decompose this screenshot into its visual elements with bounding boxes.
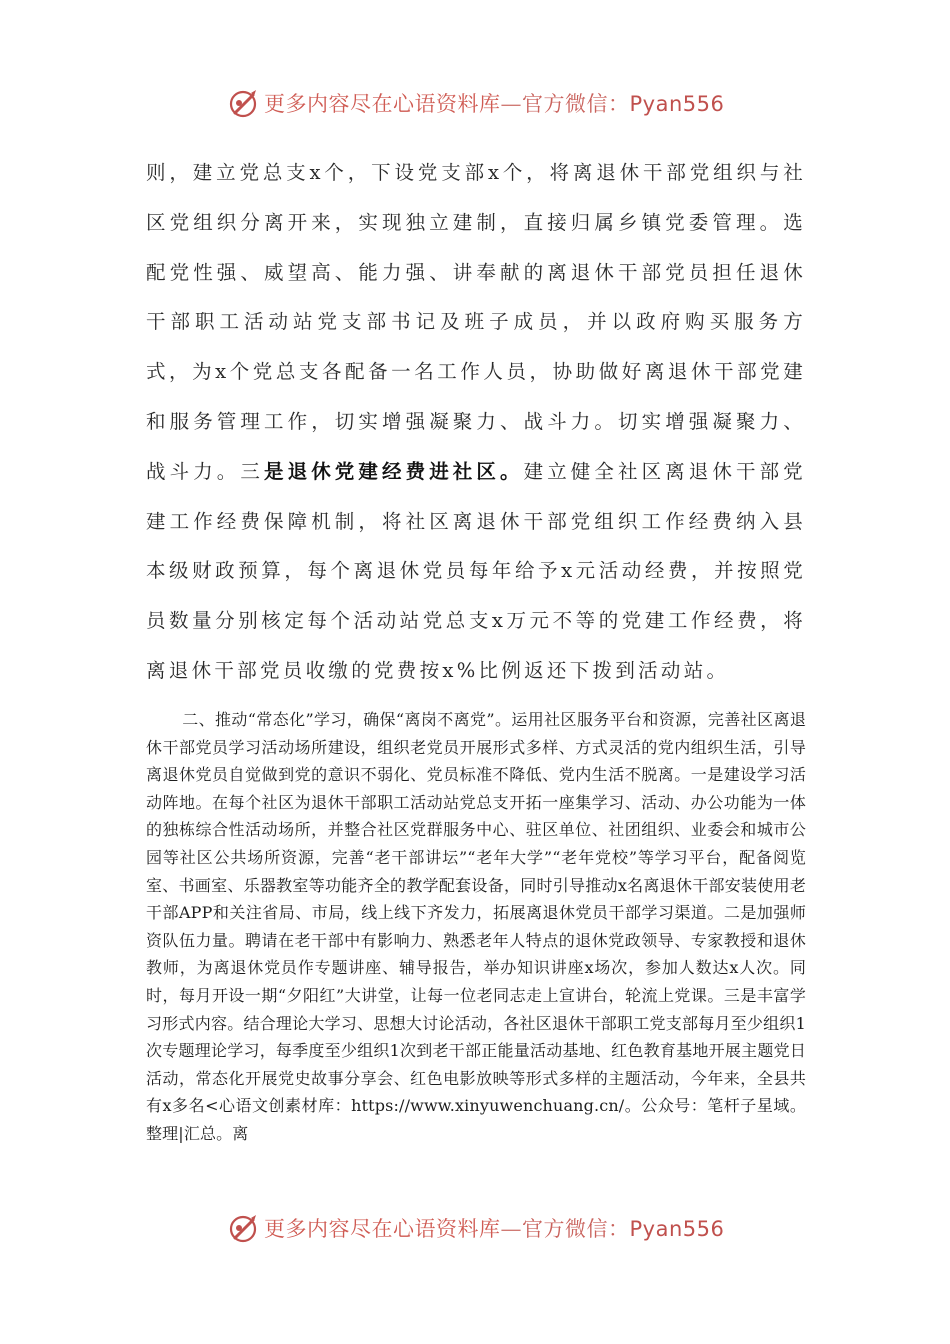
watermark-dash: — xyxy=(500,1217,522,1241)
watermark-wechat-label: 官方微信： xyxy=(522,92,630,116)
watermark-dash: — xyxy=(500,92,522,116)
watermark-site: 更多内容尽在心语资料库 xyxy=(264,92,501,116)
watermark-wechat-id: Pyan556 xyxy=(629,1217,725,1241)
para2-text: 二、推动“常态化”学习，确保“离岗不离党”。运用社区服务平台和资源，完善社区离退休干部党员学习活动场所建设，组织老党员开展形式多样、方式灵活的党内组织生活，引导离退休党员自觉做到党的意识不弱化、党员标准不降低、党内生活不脱离。一是建设学习活动阵地。在每个社区为退休干部职工活动站党总支开拓一座集学习、活动、办公功能为一体的独栋综合性活动场所，并整合社区党群服务中心、驻区单位、社团组织、业委会和城市公园等社区公共场所资源，完善“老干部讲坛”“老年大学”“老年党校”等学习平台，配备阅览室、书画室、乐器教室等功能齐全的教学配套设备，同时引导推动x名离退休干部安装使用老干部APP和关注省局、市局，线上线下齐发力，拓展离退休党员干部学习渠道。二是加强师资队伍力量。聘请在老干部中有影响力、熟悉老年人特点的退休党政领导、专家教授和退休教师，为离退休党员作专题讲座、辅导报告，举办知识讲座x场次，参加人数达x人次。同时，每月开设一期“夕阳红”大讲堂，让每一位老同志走上宣讲台，轮流上党课。三是丰富学习形式内容。结合理论大学习、思想大讨论活动，各社区退休干部职工党支部每月至少组织1次专题理论学习，每季度至少组织1次到老干部正能量活动基地、红色教育基地开展主题党日活动，常态化开展党史故事分享会、红色电影放映等形式多样的主题活动，今年来，全县共有x多名<心语文创素材库：https://www.xinyuwenchuang.cn/。公众号：笔杆子星域。整理|汇总。离 xyxy=(146,710,806,1143)
watermark-wechat-id: Pyan556 xyxy=(629,92,725,116)
body-paragraph-1 xyxy=(146,148,806,696)
body-paragraph-2 xyxy=(146,706,806,1148)
watermark-site: 更多内容尽在心语资料库 xyxy=(264,1217,501,1241)
footer-watermark xyxy=(0,1207,950,1251)
watermark-text xyxy=(264,1215,724,1243)
watermark-text xyxy=(264,90,724,118)
pen-logo-icon xyxy=(226,1211,262,1247)
watermark-wechat-label: 官方微信： xyxy=(522,1217,630,1241)
para1-text-a: 则，建立党总支x个，下设党支部x个，将离退休干部党组织与社区党组织分离开来，实现独立建制，直接归属乡镇党委管理。选配党性强、威望高、能力强、讲奉献的离退休干部党员担任退休干部职工活动站党支部书记及班子成员，并以政府购买服务方式，为x个党总支各配备一名工作人员，协助做好离退休干部党建和服务管理工作，切实增强凝聚力、战斗力。切实增强凝聚力、战斗力。三 xyxy=(146,161,806,483)
para1-text-b: 建立健全社区离退休干部党建工作经费保障机制，将社区离退休干部党组织工作经费纳入县本级财政预算，每个离退休党员每年给予x元活动经费，并按照党员数量分别核定每个活动站党总支x万元不等的党建工作经费，将离退休干部党员收缴的党费按x%比例返还下拨到活动站。 xyxy=(146,459,806,682)
pen-logo-icon xyxy=(226,86,262,122)
header-watermark xyxy=(0,82,950,126)
para1-bold-heading: 是退休党建经费进社区。 xyxy=(264,459,524,483)
